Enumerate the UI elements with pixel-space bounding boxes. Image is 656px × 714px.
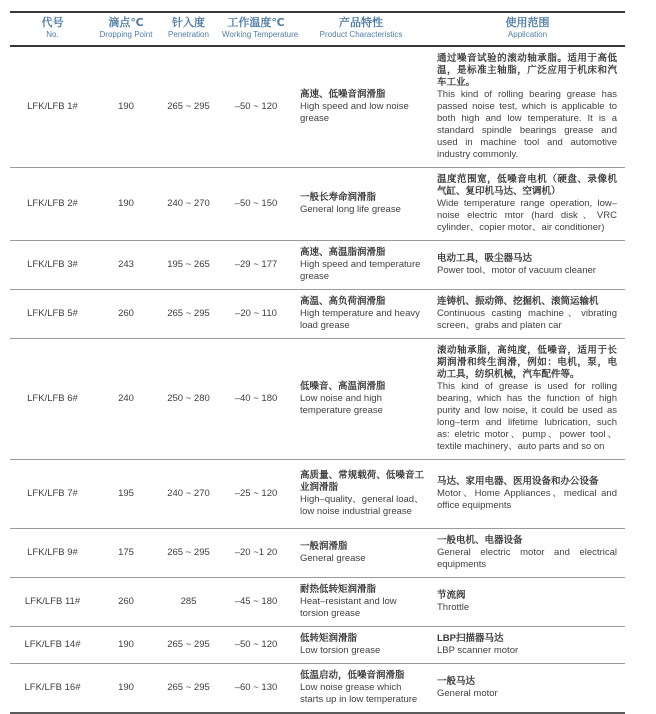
- cell-product-no: LFK/LFB 7#: [27, 488, 78, 499]
- characteristics-en: Low noise grease which starts up in low temperature: [300, 682, 418, 705]
- cell-product-no: LFK/LFB 1#: [27, 101, 78, 112]
- cell-product-characteristics: [292, 168, 430, 241]
- application-zh: LBP扫描器马达: [437, 633, 504, 644]
- cell-application: [430, 460, 625, 529]
- cell-product-characteristics: [292, 46, 430, 168]
- characteristics-zh: 高速、高温脂润滑脂: [300, 247, 386, 258]
- characteristics-en: Heat–resistant and low torsion grease: [300, 596, 397, 619]
- header-penetration-zh: 针入度: [172, 17, 205, 29]
- application-en: Throttle: [437, 602, 470, 613]
- cell-penetration: 265 ~ 295: [167, 682, 210, 693]
- characteristics-zh: 低温启动，低噪音润滑脂: [300, 670, 405, 681]
- cell-product-characteristics: [292, 627, 430, 664]
- cell-dropping-point: 260: [118, 308, 134, 319]
- header-working-temperature-zh: 工作温度℃: [227, 17, 285, 29]
- header-cell-dropping-point: [95, 12, 157, 46]
- characteristics-zh: 低转矩润滑脂: [300, 633, 358, 644]
- cell-working-temperature: –20 ~1 20: [234, 547, 278, 558]
- cell-dropping-point: 190: [118, 198, 134, 209]
- characteristics-en: General grease: [300, 553, 366, 564]
- header-cell-penetration: [157, 12, 220, 46]
- table-row: [10, 339, 625, 460]
- cell-product-characteristics: [292, 529, 430, 578]
- cell-working-temperature: –29 ~ 177: [234, 259, 278, 270]
- application-en: Wide temperature range operation, low–noise electric mtor (hard disk、VRC cylinder、copier motor、air conditioner): [437, 198, 617, 233]
- characteristics-zh: 低噪音、高温润滑脂: [300, 381, 386, 392]
- cell-product-characteristics: [292, 241, 430, 290]
- header-product-characteristics-zh: 产品特性: [339, 17, 383, 29]
- application-en: LBP scanner motor: [437, 645, 519, 656]
- application-zh: 一般马达: [437, 676, 476, 687]
- table-row: [10, 578, 625, 627]
- cell-working-temperature: –50 ~ 150: [234, 198, 278, 209]
- characteristics-en: High temperature and heavy load grease: [300, 308, 420, 331]
- cell-dropping-point: 243: [118, 259, 134, 270]
- cell-penetration: 265 ~ 295: [167, 308, 210, 319]
- cell-penetration: 285: [180, 596, 197, 607]
- table-header: [10, 12, 625, 46]
- header-penetration-en: Penetration: [168, 30, 209, 39]
- table-row: [10, 460, 625, 529]
- application-zh: 通过噪音试验的滚动轴承脂。适用于高低温，是标准主轴脂，广泛应用于机床和汽车工业。: [437, 53, 617, 88]
- cell-product-characteristics: [292, 578, 430, 627]
- cell-product-no: LFK/LFB 6#: [27, 393, 78, 404]
- application-en: General motor: [437, 688, 498, 699]
- cell-penetration: 195 ~ 265: [167, 259, 210, 270]
- table-row: [10, 290, 625, 339]
- header-product-characteristics-en: Product Characteristics: [319, 30, 403, 39]
- cell-application: [430, 578, 625, 627]
- cell-product-no: LFK/LFB 5#: [27, 308, 78, 319]
- application-en: Motor、Home Appliances、medical and office equipments: [437, 488, 617, 511]
- table-row: [10, 241, 625, 290]
- cell-application: [430, 339, 625, 460]
- cell-penetration: 265 ~ 295: [167, 639, 210, 650]
- cell-product-characteristics: [292, 664, 430, 714]
- table-row: [10, 664, 625, 714]
- application-zh: 滚动轴承脂，高纯度，低噪音，适用于长期润滑和终生润滑，例如：电机，泵，电动工具，纺织机械，汽车配件等。: [437, 345, 617, 380]
- table-row: [10, 627, 625, 664]
- application-zh: 温度范围宽，低噪音电机（硬盘、录像机气缸、复印机马达、空调机）: [437, 174, 617, 197]
- cell-application: [430, 290, 625, 339]
- header-dropping-point-zh: 滴点℃: [108, 17, 144, 29]
- cell-product-no: LFK/LFB 3#: [27, 259, 78, 270]
- header-no-zh: 代号: [41, 17, 64, 29]
- cell-product-characteristics: [292, 339, 430, 460]
- cell-dropping-point: 195: [118, 488, 134, 499]
- header-application-zh: 使用范围: [505, 17, 550, 29]
- cell-penetration: 265 ~ 295: [167, 101, 210, 112]
- cell-dropping-point: 190: [118, 101, 134, 112]
- cell-product-characteristics: [292, 290, 430, 339]
- cell-product-no: LFK/LFB 2#: [27, 198, 78, 209]
- cell-dropping-point: 260: [118, 596, 134, 607]
- characteristics-zh: 耐热低转矩润滑脂: [300, 584, 377, 595]
- characteristics-zh: 高速、低噪音润滑脂: [300, 89, 386, 100]
- characteristics-en: High–quality、general load、low noise industrial grease: [300, 494, 424, 517]
- application-en: This kind of rolling bearing grease has passed noise test, which is applicable to both high and low temperature. It is a standard spindle bearings grease and used in machine tool and automotive industry commonly.: [437, 89, 617, 160]
- application-zh: 电动工具，吸尘器马达: [437, 253, 533, 264]
- characteristics-zh: 高温、高负荷润滑脂: [300, 296, 386, 307]
- header-application-en: Application: [507, 30, 548, 39]
- table-row: [10, 168, 625, 241]
- characteristics-en: High speed and temperature grease: [300, 259, 421, 282]
- header-cell-product-characteristics: [292, 12, 430, 46]
- characteristics-en: General long life grease: [300, 204, 401, 215]
- cell-product-no: LFK/LFB 11#: [24, 596, 81, 607]
- cell-dropping-point: 190: [118, 682, 134, 693]
- cell-application: [430, 168, 625, 241]
- cell-penetration: 250 ~ 280: [167, 393, 210, 404]
- cell-application: [430, 627, 625, 664]
- cell-application: [430, 46, 625, 168]
- table-row: [10, 529, 625, 578]
- cell-working-temperature: –60 ~ 130: [234, 682, 278, 693]
- cell-application: [430, 529, 625, 578]
- header-row: [10, 12, 625, 46]
- cell-working-temperature: –50 ~ 120: [234, 101, 278, 112]
- cell-product-no: LFK/LFB 14#: [24, 639, 81, 650]
- cell-dropping-point: 175: [118, 547, 134, 558]
- header-cell-no: [10, 12, 95, 46]
- application-en: Power tool、motor of vacuum cleaner: [437, 265, 596, 276]
- cell-penetration: 265 ~ 295: [167, 547, 210, 558]
- characteristics-en: Low torsion grease: [300, 645, 381, 656]
- table-row: [10, 46, 625, 168]
- application-zh: 连铸机、振动筛、挖掘机、滚筒运输机: [437, 296, 599, 307]
- cell-dropping-point: 190: [118, 639, 134, 650]
- application-en: Continuous casting machine、vibrating screen、grabs and platen car: [437, 308, 617, 331]
- cell-working-temperature: –25 ~ 120: [234, 488, 278, 499]
- application-zh: 节流阀: [437, 590, 466, 601]
- header-cell-working-temperature: [220, 12, 299, 46]
- application-zh: 马达、家用电器、医用设备和办公设备: [437, 476, 599, 487]
- cell-working-temperature: –45 ~ 180: [234, 596, 278, 607]
- application-en: This kind of grease is used for rolling bearing, which has the function of high purity and low noise, it could be used as long–term and lifetime lubrication, such as: eletric motor、pump、power tool、textile machinery、auto parts and so on: [437, 381, 617, 452]
- application-en: General electric motor and electrical equipments: [437, 547, 617, 570]
- characteristics-zh: 一般长寿命润滑脂: [300, 192, 377, 203]
- table-body: [10, 46, 625, 713]
- cell-penetration: 240 ~ 270: [167, 488, 210, 499]
- header-cell-application: [430, 12, 625, 46]
- cell-working-temperature: –50 ~ 120: [234, 639, 278, 650]
- cell-product-no: LFK/LFB 16#: [24, 682, 81, 693]
- cell-product-no: LFK/LFB 9#: [27, 547, 78, 558]
- header-working-temperature-en: Working Temperature: [222, 30, 299, 39]
- cell-dropping-point: 240: [118, 393, 134, 404]
- cell-working-temperature: –40 ~ 180: [234, 393, 278, 404]
- application-zh: 一般电机、电器设备: [437, 535, 523, 546]
- characteristics-en: Low noise and high temperature grease: [300, 393, 383, 416]
- cell-penetration: 240 ~ 270: [167, 198, 210, 209]
- header-dropping-point-en: Dropping Point: [99, 30, 153, 39]
- cell-product-characteristics: [292, 460, 430, 529]
- header-no-en: No.: [46, 30, 59, 39]
- cell-application: [430, 241, 625, 290]
- characteristics-zh: 一般润滑脂: [300, 541, 348, 552]
- cell-application: [430, 664, 625, 714]
- characteristics-zh: 高质量、常规载荷、低噪音工业润滑脂: [300, 470, 424, 493]
- grease-spec-table: [10, 11, 625, 714]
- cell-working-temperature: –20 ~ 110: [235, 308, 277, 319]
- characteristics-en: High speed and low noise grease: [300, 101, 409, 124]
